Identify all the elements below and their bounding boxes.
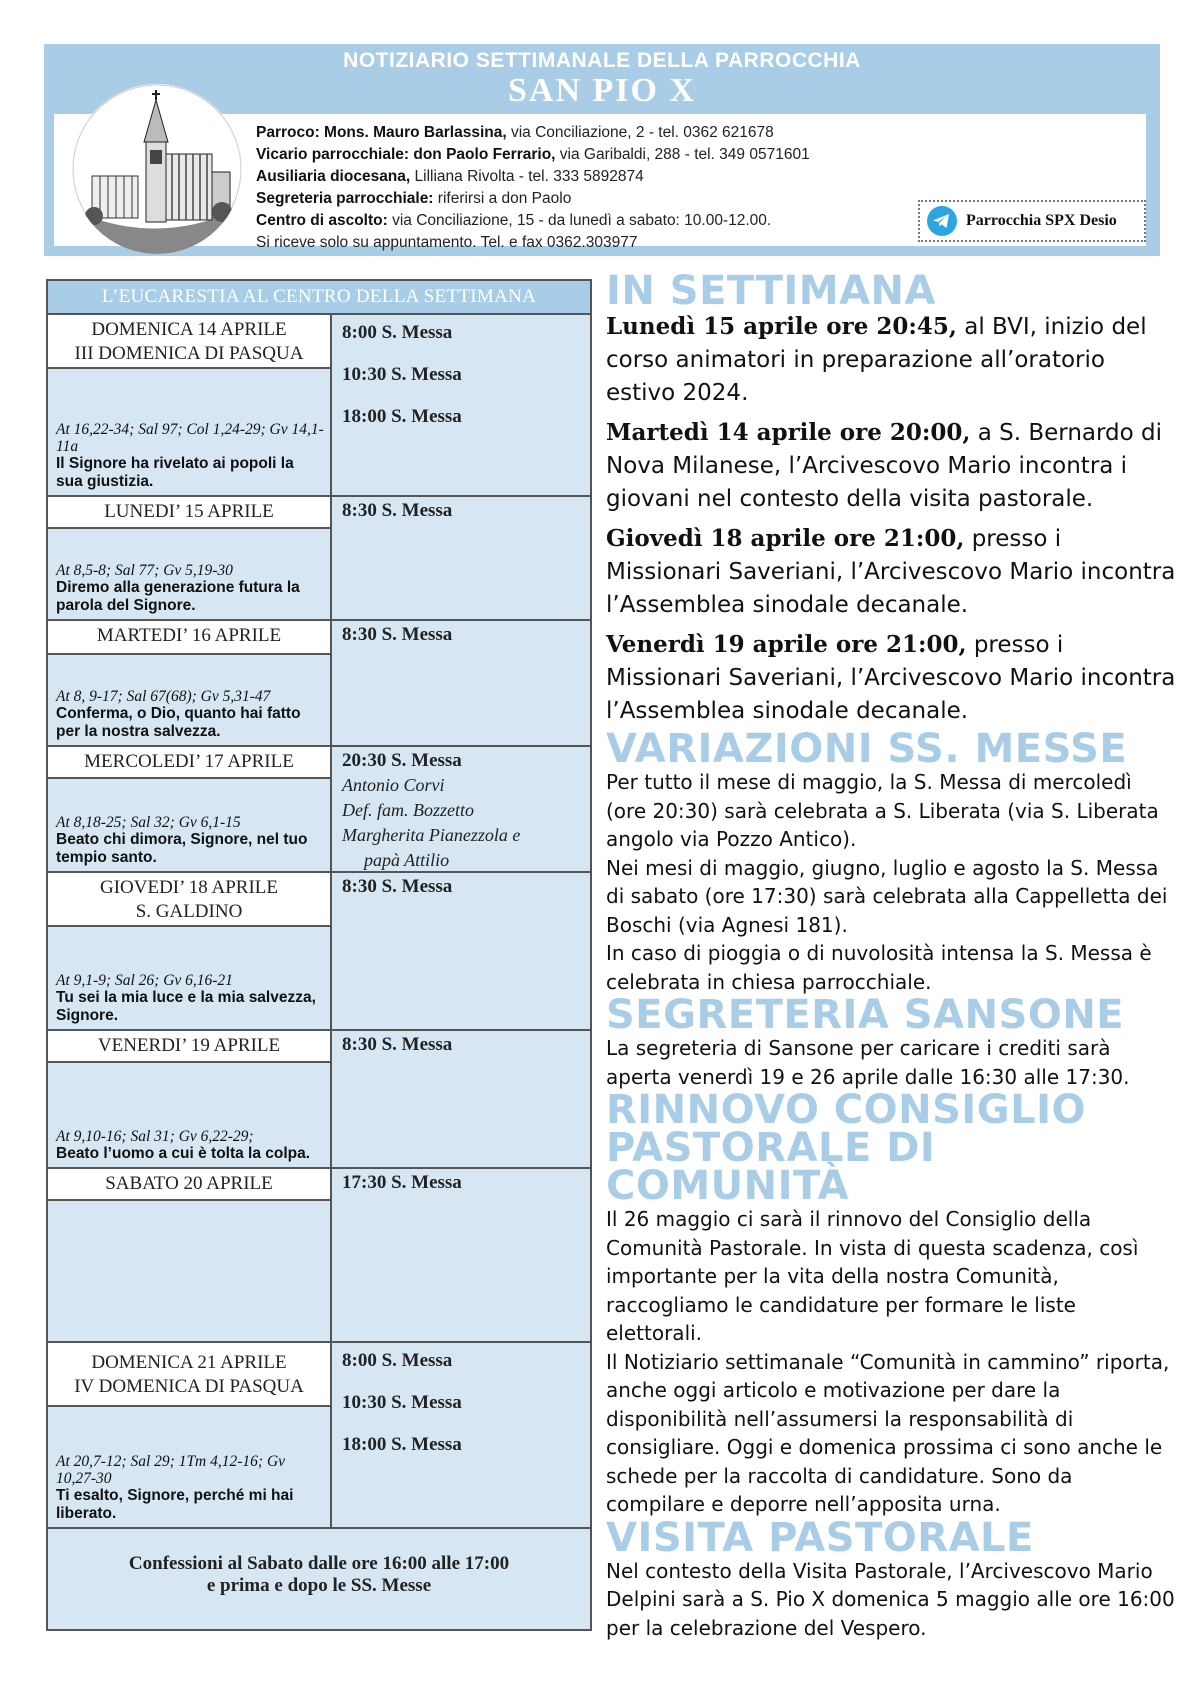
heading-segreteria: SEGRETERIA SANSONE [606,992,1125,1038]
day-readings [56,688,324,741]
mass-time: 20:30 S. Messa [342,750,462,771]
readings-reference: At 8, 9-17; Sal 67(68); Gv 5,31-47 [56,688,271,705]
header-titles [44,44,1160,109]
day-name: VENERDI’ 19 APRILE [48,1031,330,1063]
day-cell-tuesday-16 [48,619,332,745]
day-name: GIOVEDI’ 18 APRILE S. GALDINO [48,873,330,927]
day-cell-saturday-20 [48,1167,332,1341]
paragraph: La segreteria di Sansone per caricare i crediti sarà aperta venerdì 19 e 26 aprile dalle 16:30 alle 17:30. [606,1036,1130,1089]
mass-times-sunday-14 [332,313,590,495]
day-cell-sunday-21 [48,1341,332,1527]
readings-reference: At 20,7-12; Sal 29; 1Tm 4,12-16; Gv 10,27-30 [56,1453,286,1487]
paragraph: Il 26 maggio ci sarà il rinnovo del Consiglio della Comunità Pastorale. In vista di questa scadenza, così importante per la vita della nostra Comunità, raccogliamo le candidature per formare le liste elettorali. [606,1207,1139,1345]
mass-time: 10:30 S. Messa [342,1392,462,1413]
day-readings [56,421,324,491]
heading-variazioni: VARIAZIONI SS. MESSE [606,726,1128,772]
day-cell-monday-15 [48,495,332,619]
contact-vicario: Vicario parrocchiale: don Paolo Ferrario, via Garibaldi, 288 - tel. 349 0571601 [256,146,810,163]
paragraph: Nei mesi di maggio, giugno, luglio e agosto la S. Messa di sabato (ore 17:30) sarà celebrata alla Cappelletta dei Boschi (via Agnesi 181). [606,855,1168,937]
telegram-channel-link[interactable] [918,200,1146,242]
readings-reference: At 8,5-8; Sal 77; Gv 5,19-30 [56,562,233,579]
newsletter-header [44,44,1160,256]
heading-in-settimana: IN SETTIMANA [606,268,936,314]
mass-times-wednesday-17 [332,745,590,871]
mass-time: 18:00 S. Messa [342,406,462,427]
confessions-note: Confessioni al Sabato dalle ore 16:00 alle 17:00 e prima e dopo le SS. Messe [48,1527,590,1629]
readings-reference: At 9,1-9; Sal 26; Gv 6,16-21 [56,972,233,989]
news-column [606,268,1176,1642]
schedule-title: L’EUCARESTIA AL CENTRO DELLA SETTIMANA [48,281,590,313]
contact-segreteria: Segreteria parrocchiale: riferirsi a don Paolo [256,190,572,207]
header-contacts-panel [54,114,1146,251]
contacts-list [256,122,810,254]
mass-time: 17:30 S. Messa [342,1172,462,1193]
mass-time: 10:30 S. Messa [342,364,462,385]
psalm-response: Beato l’uomo a cui è tolta la colpa. [56,1145,311,1162]
day-readings [56,562,324,615]
mass-time: 18:00 S. Messa [342,1434,462,1455]
psalm-response: Diremo alla generazione futura la parola del Signore. [56,579,300,614]
psalm-response: Conferma, o Dio, quanto hai fatto per la nostra salvezza. [56,705,301,740]
psalm-response: Il Signore ha rivelato ai popoli la sua giustizia. [56,455,294,490]
psalm-response: Beato chi dimora, Signore, nel tuo tempio santo. [56,831,308,866]
readings-reference: At 9,10-16; Sal 31; Gv 6,22-29; [56,1128,254,1145]
mass-times-thursday-18 [332,871,590,1029]
day-readings [56,814,324,867]
day-name: MERCOLEDI’ 17 APRILE [48,747,330,779]
event-item: Martedì 14 aprile ore 20:00, a S. Bernardo di Nova Milanese, l’Arcivescovo Mario incontra i giovani nel contesto della visita pastorale. [606,419,1163,512]
mass-time: 8:30 S. Messa [342,500,453,521]
day-cell-thursday-18 [48,871,332,1029]
paragraph: Il Notiziario settimanale “Comunità in cammino” riporta, anche oggi articolo e motivazione per dare la disponibilità nell’assumersi la responsabilità di consigliare. Oggi e domenica prossima ci sono anche le schede per la raccolta di candidature. Sono da compilare e deporre nell’apposita urna. [606,1349,1170,1516]
mass-intention: papà Attilio [364,850,450,870]
mass-time: 8:30 S. Messa [342,1034,453,1055]
contact-appointment-note: Si riceve solo su appuntamento. Tel. e fax 0362.303977 [256,234,638,251]
psalm-response: Ti esalto, Signore, perché mi hai liberato. [56,1487,294,1522]
day-name: MARTEDI’ 16 APRILE [48,621,330,655]
paragraph: Per tutto il mese di maggio, la S. Messa di mercoledì (ore 20:30) sarà celebrata a S. Liberata (via S. Liberata angolo via Pozzo Antico). [606,770,1159,851]
mass-times-saturday-20 [332,1167,590,1341]
mass-intention: Margherita Pianezzola e [342,825,521,845]
day-readings [56,1128,324,1163]
contact-ausiliaria: Ausiliaria diocesana, Lilliana Rivolta - tel. 333 5892874 [256,168,644,185]
day-name: SABATO 20 APRILE [48,1169,330,1201]
event-item: Lunedì 15 aprile ore 20:45, al BVI, inizio del corso animatori in preparazione all’oratorio estivo 2024. [606,313,1147,406]
paragraph: In caso di pioggia o di nuvolosità intensa la S. Messa è celebrata in chiesa parrocchiale. [606,941,1152,994]
psalm-response: Tu sei la mia luce e la mia salvezza, Signore. [56,989,316,1024]
heading-rinnovo: RINNOVO CONSIGLIO PASTORALE DI COMUNITÀ [606,1087,1086,1209]
readings-reference: At 16,22-34; Sal 97; Col 1,24-29; Gv 14,1-11a [56,421,324,455]
event-item: Giovedì 18 aprile ore 21:00, presso i Missionari Saveriani, l’Arcivescovo Mario incontra l’Assemblea sinodale decanale. [606,525,1176,618]
church-drawing-logo [72,84,242,254]
day-readings [56,972,324,1025]
mass-time: 8:30 S. Messa [342,624,453,645]
day-cell-friday-19 [48,1029,332,1167]
day-name: DOMENICA 14 APRILE III DOMENICA DI PASQUA [48,315,330,369]
day-readings [56,1453,324,1523]
event-item: Venerdì 19 aprile ore 21:00, presso i Missionari Saveriani, l’Arcivescovo Mario incontra l’Assemblea sinodale decanale. [606,631,1176,724]
mass-intention: Antonio Corvi [342,775,445,795]
mass-times-monday-15 [332,495,590,619]
mass-intention: Def. fam. Bozzetto [342,800,474,820]
telegram-label: Parrocchia SPX Desio [966,212,1117,229]
contact-parroco: Parroco: Mons. Mauro Barlassina, via Conciliazione, 2 - tel. 0362 621678 [256,124,774,141]
mass-time: 8:00 S. Messa [342,322,453,343]
mass-times-friday-19 [332,1029,590,1167]
heading-visita: VISITA PASTORALE [606,1514,1034,1561]
mass-times-tuesday-16 [332,619,590,745]
paragraph: Nel contesto della Visita Pastorale, l’Arcivescovo Mario Delpini sarà a S. Pio X domenica 5 maggio alle ore 16:00 per la celebrazione del Vespero. [606,1558,1175,1640]
telegram-icon [926,205,958,237]
mass-time: 8:30 S. Messa [342,876,453,897]
readings-reference: At 8,18-25; Sal 32; Gv 6,1-15 [56,814,241,831]
day-name: LUNEDI’ 15 APRILE [48,497,330,529]
parish-name: SAN PIO X [507,72,697,109]
day-cell-wednesday-17 [48,745,332,871]
mass-time: 8:00 S. Messa [342,1350,453,1371]
contact-centro-ascolto: Centro di ascolto: via Conciliazione, 15 - da lunedì a sabato: 10.00-12.00. [256,212,772,229]
mass-times-sunday-21 [332,1341,590,1527]
day-name: DOMENICA 21 APRILE IV DOMENICA DI PASQUA [48,1343,330,1407]
mass-schedule-table [46,279,592,1631]
day-cell-sunday-14 [48,313,332,495]
header-subtitle: NOTIZIARIO SETTIMANALE DELLA PARROCCHIA [343,49,861,72]
